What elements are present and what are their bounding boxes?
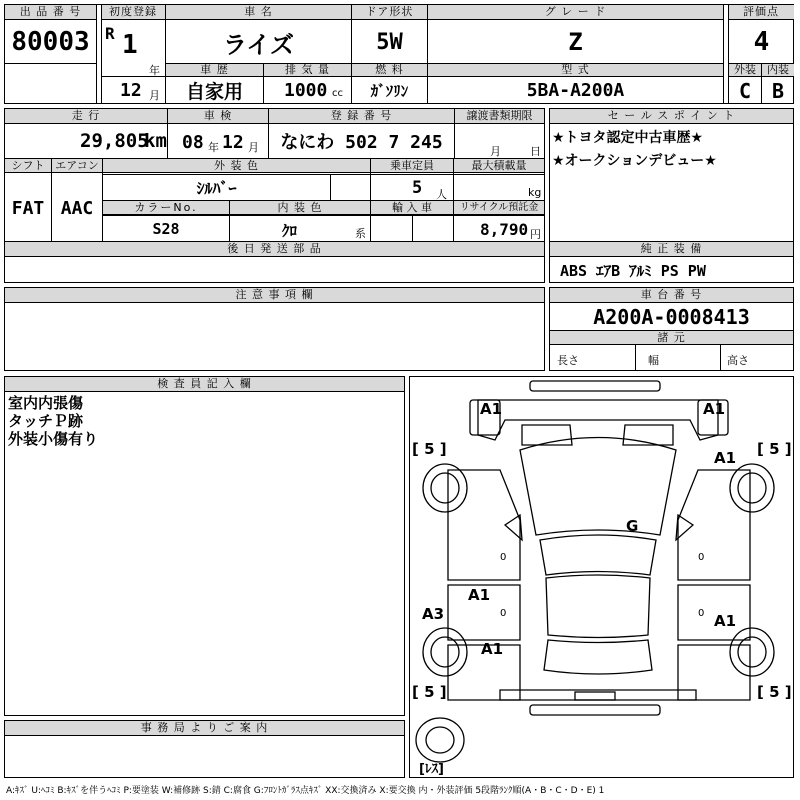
tire-tread-rear-right: [ 5 ] [757,683,792,701]
capacity-unit: 人 [436,188,447,201]
tire-tread-front-right: [ 5 ] [757,440,792,458]
tire-tread-rear-left: [ 5 ] [412,683,447,701]
ac-header: エアコン [52,159,102,173]
ext-color-header: 外 装 色 [103,159,370,173]
fuel-header: 燃 料 [352,64,427,77]
damage-mark: A1 [714,612,737,630]
int-color: ｸﾛ [282,222,298,240]
door-marker: 0 [698,552,705,563]
equipment-header: 純 正 装 備 [550,242,793,257]
shift-header: シフト [5,159,51,173]
car-name-header: 車 名 [166,5,351,20]
door-marker: 0 [500,608,507,619]
registration-era: R [105,24,115,43]
ext-color: ｼﾙﾊﾞｰ [196,179,237,198]
history-header: 車 歴 [166,64,263,77]
registration-month-unit: 月 [149,89,160,102]
ext-grade: C [738,78,752,103]
later-parts-header: 後 日 発 送 部 品 [5,242,544,257]
damage-mark: A1 [703,400,726,418]
damage-mark: A1 [468,586,491,604]
max-load-header: 最大積載量 [454,159,544,173]
inspector-note: タッチＰ跡 [8,412,84,430]
transfer-month-unit: 月 [490,145,501,158]
transfer-deadline-header: 譲渡書類期限 [455,109,544,124]
door-header: ドア形状 [352,5,427,20]
office-notice-header: 事 務 局 よ り ご 案 内 [5,721,404,736]
score-header: 評価点 [728,5,794,20]
recycle-fee: 8,790 [480,220,529,239]
car-name: ライズ [222,30,295,59]
damage-mark: A1 [481,640,504,658]
height-label: 高さ [727,354,749,367]
registration-month: 12 [120,80,142,101]
displacement: 1000 [284,80,328,101]
registration-year-unit: 年 [149,64,160,77]
damage-mark: A1 [714,449,737,467]
import-header: 輸 入 車 [371,201,453,215]
mileage-unit: km [144,130,167,152]
door-marker: 0 [698,608,705,619]
spare-tire-label: [ﾚｽ] [419,762,444,777]
chassis-header: 車 台 番 号 [550,288,793,303]
recycle-header: リサイクル預託金 [454,201,544,215]
sales-points-header: セ ー ル ス ポ イ ン ト [550,109,793,124]
specs-header: 諸 元 [550,330,793,345]
door-marker: 0 [500,552,507,563]
chassis-number: A200A-0008413 [593,305,750,329]
inspection-year-unit: 年 [208,141,219,154]
history: 自家用 [185,81,243,103]
mileage-header: 走 行 [5,109,167,124]
width-label: 幅 [648,354,659,367]
length-label: 長さ [557,354,579,367]
int-color-header: 内 装 色 [230,201,370,215]
inspection-header: 車 検 [168,109,268,124]
model-code: 5BA-A200A [526,80,625,101]
air-conditioner: AAC [60,197,94,219]
first-registration-header: 初度登録 [101,5,165,20]
legend-text: A:ｷｽﾞ U:ﾍｺﾐ B:ｷｽﾞを伴うﾍｺﾐ P:要塗装 W:補修跡 S:錆 C:腐食 G:ﾌﾛﾝﾄｶﾞﾗｽ点ｷｽﾞ XX:交換済み X:要交換 内・外装評価 5段階ﾗﾝｸ順(A・B・C・D・E) 1 [6,786,605,796]
displacement-unit: cc [332,88,343,99]
mileage: 29,805 [80,130,149,152]
tire-tread-front-left: [ 5 ] [412,440,447,458]
color-no: S28 [152,220,180,238]
sales-point-line: ★オークションデビュー★ [552,153,717,169]
damage-mark: G [626,517,639,535]
cautions-header: 注 意 事 項 欄 [5,288,544,303]
fuel: ｶﾞｿﾘﾝ [370,82,409,100]
inspection-month-unit: 月 [248,141,259,154]
inspection-year: 08 [182,132,204,153]
capacity-header: 乗車定員 [371,159,453,173]
grade: Z [568,28,583,56]
shift: FAT [11,197,45,219]
damage-mark: A3 [422,605,445,623]
model-header: 型 式 [428,64,723,77]
int-color-unit: 系 [355,227,366,240]
plate-number: なにわ 502 7 245 [280,132,443,153]
recycle-fee-unit: 円 [530,228,541,241]
int-grade-header: 内装 [762,64,794,77]
inspector-note: 外装小傷有り [8,430,99,448]
inspection-month: 12 [222,132,244,153]
int-grade: B [771,78,785,103]
grade-header: グ レ ー ド [428,5,723,20]
lot-number: 80003 [11,27,90,57]
color-no-header: カラーNo. [103,201,229,215]
car-diagram-box [409,376,794,778]
plate-header: 登 録 番 号 [269,109,454,124]
transfer-day-unit: 日 [530,145,541,158]
capacity: 5 [412,178,423,198]
inspector-notes-header: 検 査 員 記 入 欄 [5,377,404,392]
inspector-note: 室内内張傷 [8,394,84,412]
door-type: 5W [376,29,403,55]
damage-mark: A1 [480,400,503,418]
ext-grade-header: 外装 [729,64,761,77]
max-load-unit: kg [528,186,542,199]
displacement-header: 排 気 量 [264,64,351,77]
equipment-list: ABS ｴｱB ｱﾙﾐ PS PW [560,262,706,280]
lot-number-header: 出 品 番 号 [5,5,96,20]
sales-point-line: ★トヨタ認定中古車歴★ [552,130,704,146]
registration-year: 1 [122,30,138,60]
score: 4 [753,27,770,57]
